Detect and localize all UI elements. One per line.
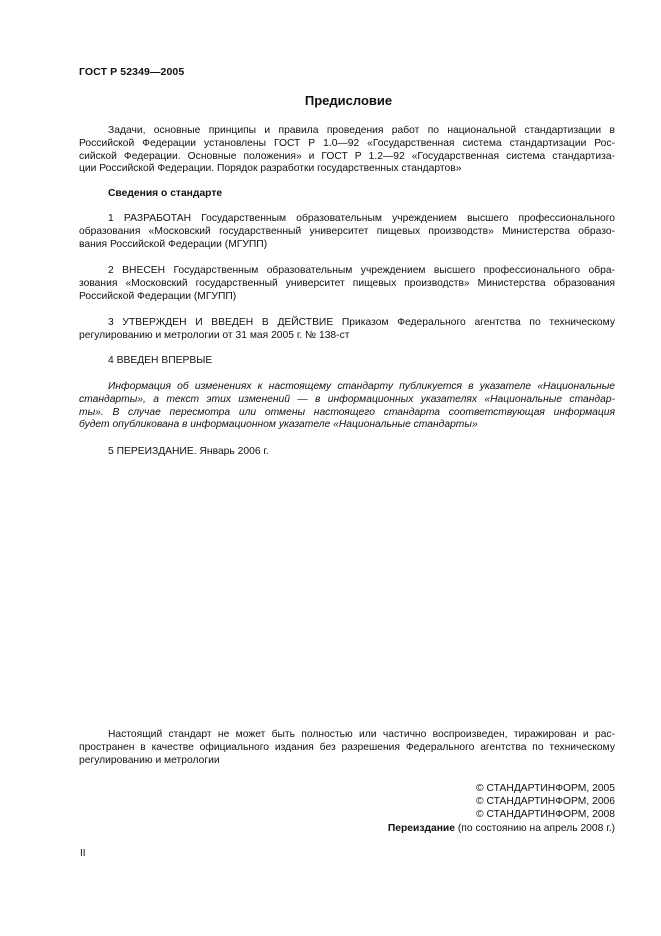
notice-line: пространен в качестве официального издания без разрешения Федерального агентства по техническому (79, 741, 615, 753)
item-line: зования «Московский государственный университет пищевых производств» Министерства образования (79, 277, 615, 289)
notice-line: регулированию и метрологии (79, 754, 220, 766)
document-id-header: ГОСТ Р 52349—2005 (79, 66, 185, 78)
copyright-line: © СТАНДАРТИНФОРМ, 2005 (476, 783, 615, 794)
page-title: Предисловие (304, 93, 393, 108)
reissue-line (388, 822, 615, 835)
reissue-detail: (по состоянию на апрель 2008 г.) (455, 822, 615, 834)
item-line: Российской Федерации (МГУПП) (79, 290, 237, 302)
intro-paragraph (79, 125, 615, 176)
item-line: вания Российской Федерации (МГУПП) (79, 238, 268, 250)
item-line: 5 ПЕРЕИЗДАНИЕ. Январь 2006 г. (108, 446, 269, 457)
intro-line: ции Российской Федерации. Порядок разработки государственных стандартов» (79, 163, 462, 175)
notice-line: Настоящий стандарт не может быть полностью или частично воспроизведен, тиражирован и рас- (108, 729, 615, 740)
info-line: будет опубликована в информационном указателе «Национальные стандарты» (79, 419, 478, 431)
item-line: 4 ВВЕДЕН ВПЕРВЫЕ (108, 355, 213, 366)
item-1-paragraph (79, 213, 615, 251)
reproduction-notice (79, 729, 615, 767)
page-number: II (80, 848, 86, 859)
item-line: 3 УТВЕРЖДЕН И ВВЕДЕН В ДЕЙСТВИЕ Приказом Федерального агентства по техническому (108, 317, 615, 328)
item-2-paragraph (79, 265, 615, 303)
copyright-block (388, 782, 615, 835)
item-4-paragraph (79, 355, 615, 368)
amendments-info-paragraph (79, 381, 615, 432)
item-line: регулированию и метрологии от 31 мая 2005 г. № 138-ст (79, 329, 350, 341)
copyright-line: © СТАНДАРТИНФОРМ, 2006 (476, 796, 615, 808)
intro-line: Российской Федерации установлены ГОСТ Р 1.0—92 «Государственная система стандартизации Рос- (79, 137, 615, 149)
info-line: Информация об изменениях к настоящему стандарту публикуется в указателе «Национальные (108, 381, 615, 392)
intro-line: Задачи, основные принципы и правила проведения работ по национальной стандартизации в (108, 125, 615, 136)
info-line: стандарты», а текст этих изменений — в информационных указателях «Национальные стандар- (79, 393, 615, 405)
copyright-line: © СТАНДАРТИНФОРМ, 2008 (476, 809, 615, 821)
item-line: образования «Московский государственный университет пищевых производств» Министерства образо- (79, 225, 615, 237)
intro-line: сийской Федерации. Основные положения» и ГОСТ Р 1.2—92 «Государственная система стандартиза- (79, 150, 615, 162)
item-5-paragraph (79, 446, 615, 459)
item-line: 1 РАЗРАБОТАН Государственным образовательным учреждением высшего профессионального (108, 213, 615, 224)
item-3-paragraph (79, 317, 615, 343)
section-subheading: Сведения о стандарте (108, 188, 223, 199)
reissue-label: Переиздание (387, 822, 455, 834)
item-line: 2 ВНЕСЕН Государственным образовательным учреждением высшего профессионального обра- (108, 265, 615, 276)
info-line: ты». В случае пересмотра или отмены настоящего стандарта соответствующая информация (79, 406, 615, 418)
